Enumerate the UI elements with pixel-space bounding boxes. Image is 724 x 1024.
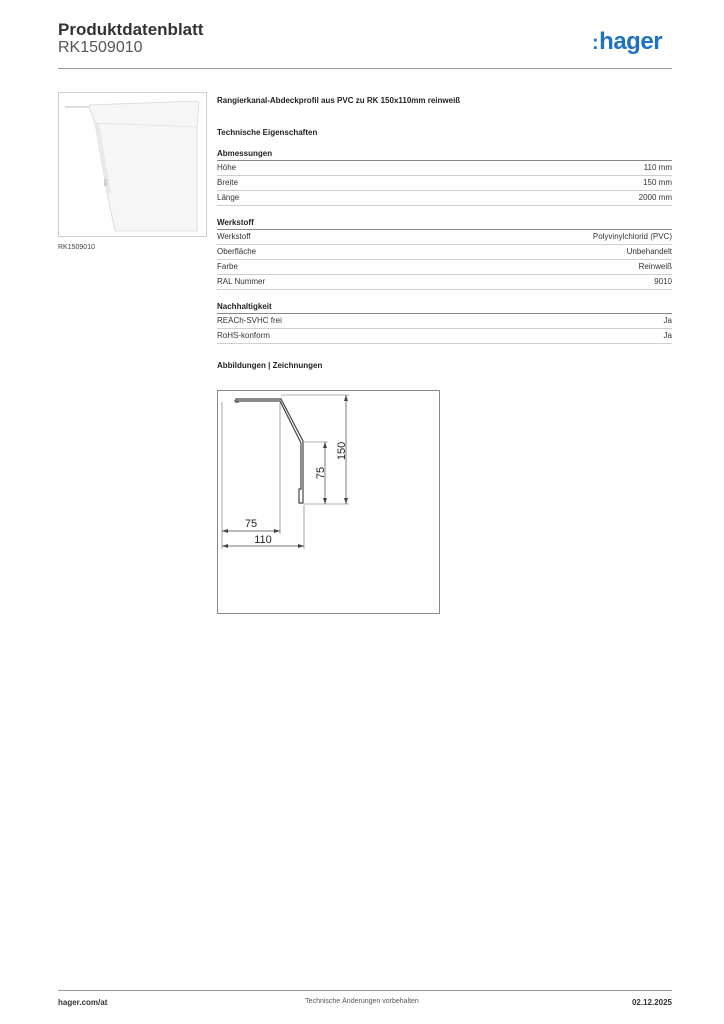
dim-height-total: 150 <box>336 441 348 461</box>
footer-website-link[interactable]: hager.com/at <box>58 998 108 1007</box>
section-title: Nachhaltigkeit <box>217 302 672 314</box>
header-divider <box>58 68 672 69</box>
dim-width-total: 110 <box>254 534 272 546</box>
row-label: Breite <box>217 178 238 187</box>
technical-drawing <box>217 390 440 614</box>
dim-height-inner: 75 <box>315 466 327 480</box>
header-product-code: RK1509010 <box>58 39 143 56</box>
row-label: Länge <box>217 193 240 202</box>
row-value: 150 mm <box>643 178 672 187</box>
table-row <box>217 161 672 176</box>
footer-note: Technische Änderungen vorbehalten <box>305 998 419 1005</box>
table-row <box>217 230 672 245</box>
table-row <box>217 275 672 290</box>
drawings-title: Abbildungen | Zeichnungen <box>217 361 323 370</box>
row-value: 9010 <box>654 277 672 286</box>
logo-dots: : <box>592 32 599 54</box>
table-row <box>217 245 672 260</box>
profile-dimension-drawing <box>218 391 439 613</box>
row-label: Höhe <box>217 163 237 172</box>
table-row <box>217 329 672 344</box>
row-label: Werkstoff <box>217 232 251 241</box>
content-column <box>217 96 672 370</box>
section-title: Abmessungen <box>217 149 672 161</box>
row-value: Polyvinylchlorid (PVC) <box>592 232 672 241</box>
material-section <box>217 218 672 290</box>
row-value: Ja <box>663 331 672 340</box>
row-value: Reinweiß <box>638 262 672 271</box>
logo-text: hager <box>599 28 663 55</box>
product-image <box>58 92 207 237</box>
product-description: Rangierkanal-Abdeckprofil aus PVC zu RK 150x110mm reinweiß <box>217 96 461 105</box>
row-value: Unbehandelt <box>626 247 672 256</box>
table-row <box>217 176 672 191</box>
row-label: REACh-SVHC frei <box>217 316 282 325</box>
footer-divider <box>58 990 672 991</box>
sustainability-section <box>217 302 672 344</box>
hager-logo[interactable] <box>592 28 662 56</box>
technical-properties-title: Technische Eigenschaften <box>217 128 318 137</box>
profile-outline <box>236 399 303 503</box>
dimensions-section <box>217 149 672 206</box>
row-label: RAL Nummer <box>217 277 266 286</box>
row-value: Ja <box>663 316 672 325</box>
row-label: Farbe <box>217 262 238 271</box>
table-row <box>217 260 672 275</box>
header-title: Produktdatenblatt <box>58 20 204 39</box>
row-value: 110 mm <box>643 163 672 172</box>
cable-duct-cover-illustration <box>59 93 206 236</box>
row-label: RoHS-konform <box>217 331 270 340</box>
dim-width-inner: 75 <box>244 518 258 530</box>
row-value: 2000 mm <box>638 193 672 202</box>
section-title: Werkstoff <box>217 218 672 230</box>
product-image-caption: RK1509010 <box>58 244 95 251</box>
table-row <box>217 191 672 206</box>
table-row <box>217 314 672 329</box>
footer-date: 02.12.2025 <box>631 998 672 1007</box>
row-label: Oberfläche <box>217 247 257 256</box>
